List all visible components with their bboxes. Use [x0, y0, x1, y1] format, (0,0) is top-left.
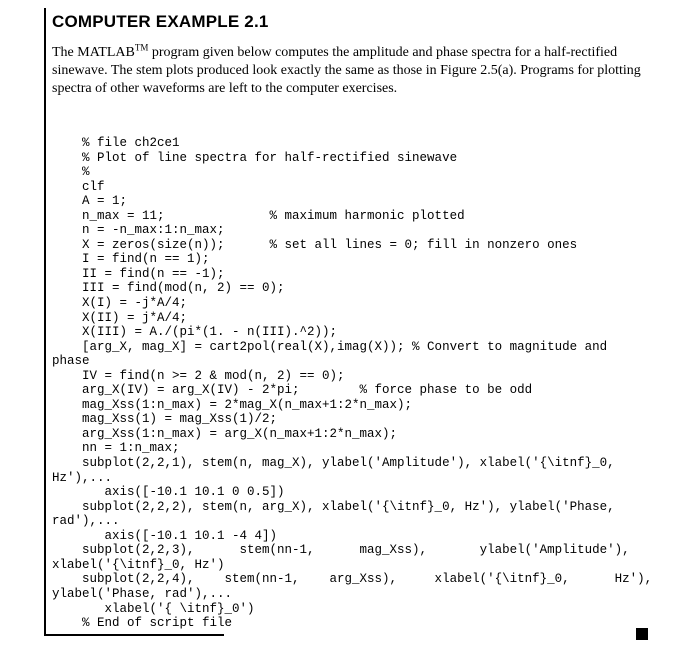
code-line: % End of script file: [52, 616, 233, 631]
code-line: A = 1;: [52, 194, 128, 209]
code-line: xlabel('{ \itnf}_0'): [52, 601, 255, 616]
code-line: arg_Xss(1:n_max) = arg_X(n_max+1:2*n_max);: [52, 426, 398, 441]
code-line: % Plot of line spectra for half-rectified sinewave: [52, 150, 458, 165]
code-line: [arg_X, mag_X] = cart2pol(real(X),imag(X)); % Convert to magnitude and: [52, 339, 608, 354]
code-line: axis([-10.1 10.1 -4 4]): [52, 528, 278, 543]
code-line: subplot(2,2,4), stem(nn-1, arg_Xss), xlabel('{\itnf}_0, Hz'),: [52, 572, 652, 587]
code-line: nn = 1:n_max;: [52, 441, 180, 456]
code-line: II = find(n == -1);: [52, 266, 225, 281]
code-line: ylabel('Phase, rad'),...: [52, 586, 233, 601]
trademark-superscript: TM: [134, 42, 149, 53]
code-line: X(III) = A./(pi*(1. - n(III).^2));: [52, 325, 338, 340]
code-line: subplot(2,2,3), stem(nn-1, mag_Xss), ylabel('Amplitude'),: [52, 543, 630, 558]
matlab-code-listing: [52, 136, 652, 631]
code-line: clf: [52, 179, 105, 194]
code-line: X = zeros(size(n)); % set all lines = 0; fill in nonzero ones: [52, 237, 578, 252]
code-line: X(I) = -j*A/4;: [52, 296, 188, 311]
code-line: %: [52, 165, 90, 180]
code-line: I = find(n == 1);: [52, 252, 210, 267]
example-intro-paragraph: [52, 44, 652, 98]
code-line: axis([-10.1 10.1 0 0.5]): [52, 485, 285, 500]
intro-text-start: The MATLAB: [52, 45, 135, 60]
code-line: III = find(mod(n, 2) == 0);: [52, 281, 285, 296]
example-left-rule: [44, 8, 46, 636]
intro-text-rest: program given below computes the amplitude and phase spectra for a half-rectified sinewave. The stem plots produced look exactly the same as those in Figure 2.5(a). Programs for plotting spectra of other waveforms are left to the computer exercises.: [52, 45, 641, 96]
code-line: phase: [52, 354, 90, 369]
code-line: rad'),...: [52, 514, 120, 529]
code-line: subplot(2,2,2), stem(n, arg_X), xlabel('{\itnf}_0, Hz'), ylabel('Phase,: [52, 499, 615, 514]
end-of-example-square-icon: [636, 628, 648, 640]
code-line: Hz'),...: [52, 470, 113, 485]
code-line: X(II) = j*A/4;: [52, 310, 188, 325]
code-line: mag_Xss(1) = mag_Xss(1)/2;: [52, 412, 278, 427]
code-line: IV = find(n >= 2 & mod(n, 2) == 0);: [52, 368, 345, 383]
example-heading: COMPUTER EXAMPLE 2.1: [52, 12, 269, 31]
code-line: xlabel('{\itnf}_0, Hz'): [52, 557, 225, 572]
code-line: n = -n_max:1:n_max;: [52, 223, 225, 238]
code-line: % file ch2ce1: [52, 136, 180, 150]
code-line: n_max = 11; % maximum harmonic plotted: [52, 208, 465, 223]
code-line: subplot(2,2,1), stem(n, mag_X), ylabel('Amplitude'), xlabel('{\itnf}_0,: [52, 456, 615, 471]
example-bottom-rule: [44, 634, 224, 636]
code-line: arg_X(IV) = arg_X(IV) - 2*pi; % force phase to be odd: [52, 383, 533, 398]
code-line: mag_Xss(1:n_max) = 2*mag_X(n_max+1:2*n_max);: [52, 397, 413, 412]
